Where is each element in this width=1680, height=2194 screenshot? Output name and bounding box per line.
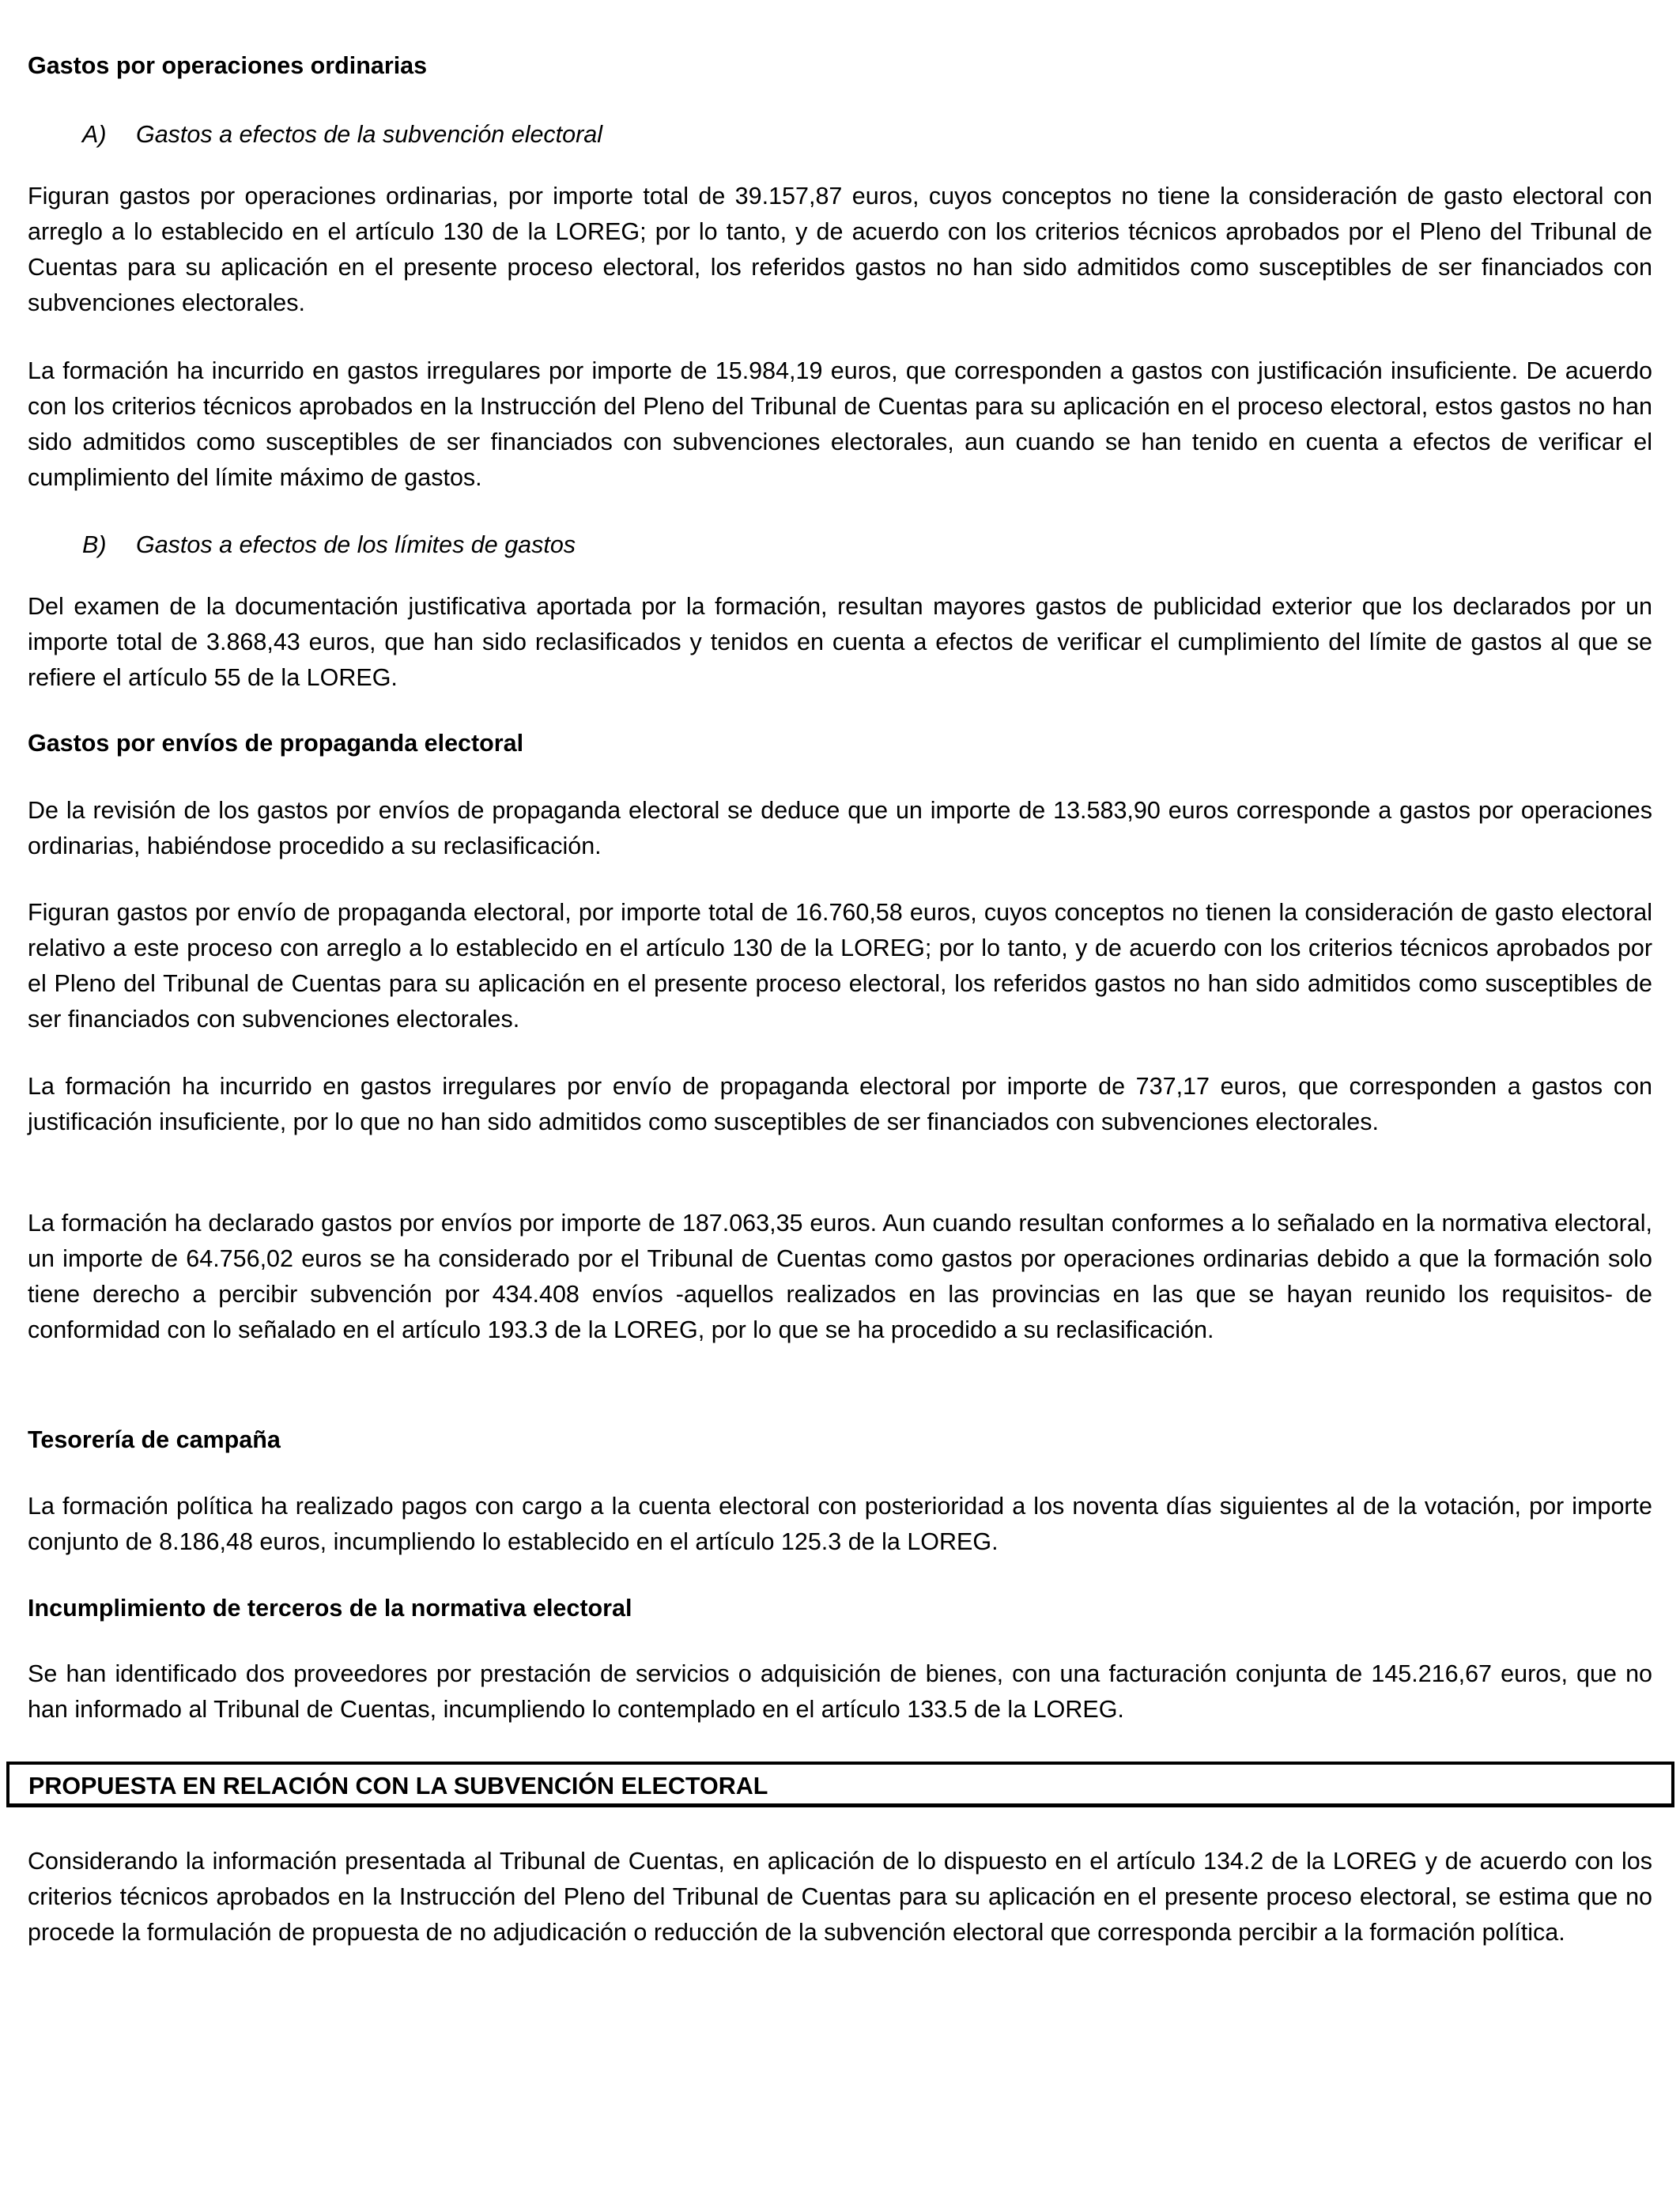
subheading-text: Gastos a efectos de la subvención electoral (136, 121, 603, 148)
paragraph: Del examen de la documentación justificativa aportada por la formación, resultan mayores gastos de publicidad exterior que los declarados por un importe total de 3.868,43 euros, que han sido reclasificados y tenidos en cuenta a efectos de verificar el cumplimiento del límite de gastos al que se refiere el artículo 55 de la LOREG. (28, 593, 1652, 691)
paragraph: La formación ha declarado gastos por envíos por importe de 187.063,35 euros. Aun cuando resultan conformes a lo señalado en la normativa electoral, un importe de 64.756,02 euros se ha considerado por el Tribunal de Cuentas como gastos por operaciones ordinarias debido a que la formación solo tiene derecho a percibir subvención por 434.408 envíos -aquellos realizados en las provincias en las que se hayan reunido los requisitos- de conformidad con lo señalado en el artículo 193.3 de la LOREG, por lo que se ha procedido a su reclasificación. (28, 1210, 1652, 1343)
subheading-a (82, 117, 1680, 153)
proposal-title: PROPUESTA EN RELACIÓN CON LA SUBVENCIÓN ELECTORAL (28, 1773, 768, 1799)
subheading-text: Gastos a efectos de los límites de gastos (136, 531, 576, 558)
paragraph: La formación ha incurrido en gastos irregulares por importe de 15.984,19 euros, que corresponden a gastos con justificación insuficiente. De acuerdo con los criterios técnicos aprobados en la Instrucción del Pleno del Tribunal de Cuentas para su aplicación en el proceso electoral, estos gastos no han sido admitidos como susceptibles de ser financiados con subvenciones electorales, aun cuando se han tenido en cuenta a efectos de verificar el cumplimiento del límite máximo de gastos. (28, 357, 1652, 491)
heading-tesoreria: Tesorería de campaña (28, 1426, 281, 1453)
paragraph: De la revisión de los gastos por envíos de propaganda electoral se deduce que un importe de 13.583,90 euros corresponde a gastos por operaciones ordinarias, habiéndose procedido a su reclasificación. (28, 797, 1652, 859)
subheading-letter: B) (82, 531, 107, 558)
heading-envios-propaganda: Gastos por envíos de propaganda electoral (28, 730, 524, 757)
subheading-letter: A) (82, 121, 107, 148)
paragraph: Figuran gastos por operaciones ordinarias, por importe total de 39.157,87 euros, cuyos conceptos no tiene la consideración de gasto electoral con arreglo a lo establecido en el artículo 130 de la LOREG; por lo tanto, y de acuerdo con los criterios técnicos aprobados por el Pleno del Tribunal de Cuentas para su aplicación en el presente proceso electoral, los referidos gastos no han sido admitidos como susceptibles de ser financiados con subvenciones electorales. (28, 183, 1652, 316)
paragraph: Se han identificado dos proveedores por prestación de servicios o adquisición de bienes, con una facturación conjunta de 145.216,67 euros, que no han informado al Tribunal de Cuentas, incumpliendo lo contemplado en el artículo 133.5 de la LOREG. (28, 1660, 1652, 1723)
subheading-b (82, 527, 1680, 563)
paragraph: Figuran gastos por envío de propaganda electoral, por importe total de 16.760,58 euros, cuyos conceptos no tienen la consideración de gasto electoral relativo a este proceso con arreglo a lo establecido en el artículo 130 de la LOREG; por lo tanto, y de acuerdo con los criterios técnicos aprobados por el Pleno del Tribunal de Cuentas para su aplicación en el presente proceso electoral, los referidos gastos no han sido admitidos como susceptibles de ser financiados con subvenciones electorales. (28, 899, 1652, 1033)
proposal-title-box (6, 1762, 1674, 1807)
paragraph: La formación ha incurrido en gastos irregulares por envío de propaganda electoral por importe de 737,17 euros, que corresponden a gastos con justificación insuficiente, por lo que no han sido admitidos como susceptibles de ser financiados con subvenciones electorales. (28, 1073, 1652, 1135)
heading-gastos-operaciones-ordinarias: Gastos por operaciones ordinarias (28, 52, 428, 79)
paragraph: La formación política ha realizado pagos con cargo a la cuenta electoral con posterioridad a los noventa días siguientes al de la votación, por importe conjunto de 8.186,48 euros, incumpliendo lo establecido en el artículo 125.3 de la LOREG. (28, 1493, 1652, 1555)
heading-incumplimiento-terceros: Incumplimiento de terceros de la normativa electoral (28, 1595, 632, 1622)
paragraph: Considerando la información presentada al Tribunal de Cuentas, en aplicación de lo dispuesto en el artículo 134.2 de la LOREG y de acuerdo con los criterios técnicos aprobados en la Instrucción del Pleno del Tribunal de Cuentas para su aplicación en el presente proceso electoral, se estima que no procede la formulación de propuesta de no adjudicación o reducción de la subvención electoral que corresponda percibir a la formación política. (28, 1848, 1652, 1946)
